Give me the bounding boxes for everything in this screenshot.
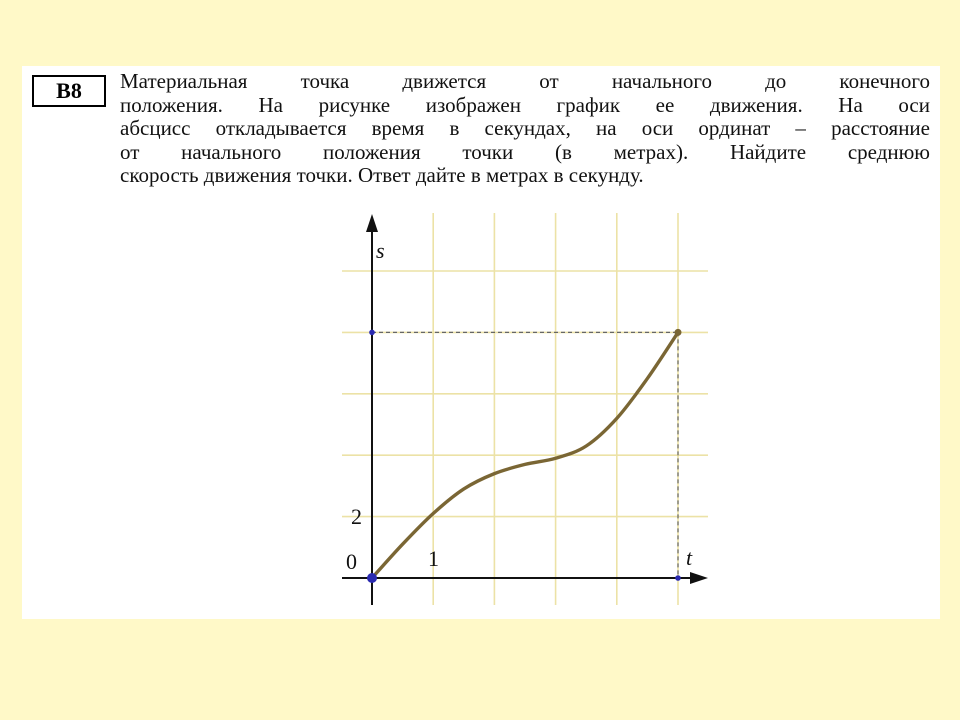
problem-text-line-5: скорость движения точки. Ответ дайте в метрах в секунду.	[120, 163, 644, 187]
x-tick-label-1: 1	[428, 546, 439, 571]
y-axis-arrow-icon	[366, 214, 378, 232]
problem-text-line-3: абсцисс откладывается время в секундах, на оси ординат – расстояние	[120, 116, 930, 140]
graph-grid	[342, 213, 708, 605]
problem-number-badge: B8	[32, 75, 106, 107]
problem-text-line-4: от начального положения точки (в метрах). Найдите среднюю	[120, 139, 930, 164]
problem-text-line-1: Материальная точка движется от начального до конечного	[120, 69, 930, 93]
origin-label: 0	[346, 549, 357, 574]
y-tick-label-2: 2	[351, 504, 362, 529]
end-point	[675, 329, 682, 336]
origin-point	[367, 573, 377, 583]
x-axis-end-marker	[675, 575, 681, 581]
x-axis-arrow-icon	[690, 572, 708, 584]
y-axis-label: s	[376, 238, 385, 263]
problem-text-line-2: положения. На рисунке изображен график ее движения. На оси	[120, 92, 930, 117]
x-axis-label: t	[686, 545, 693, 570]
y-axis-end-marker	[369, 330, 375, 336]
